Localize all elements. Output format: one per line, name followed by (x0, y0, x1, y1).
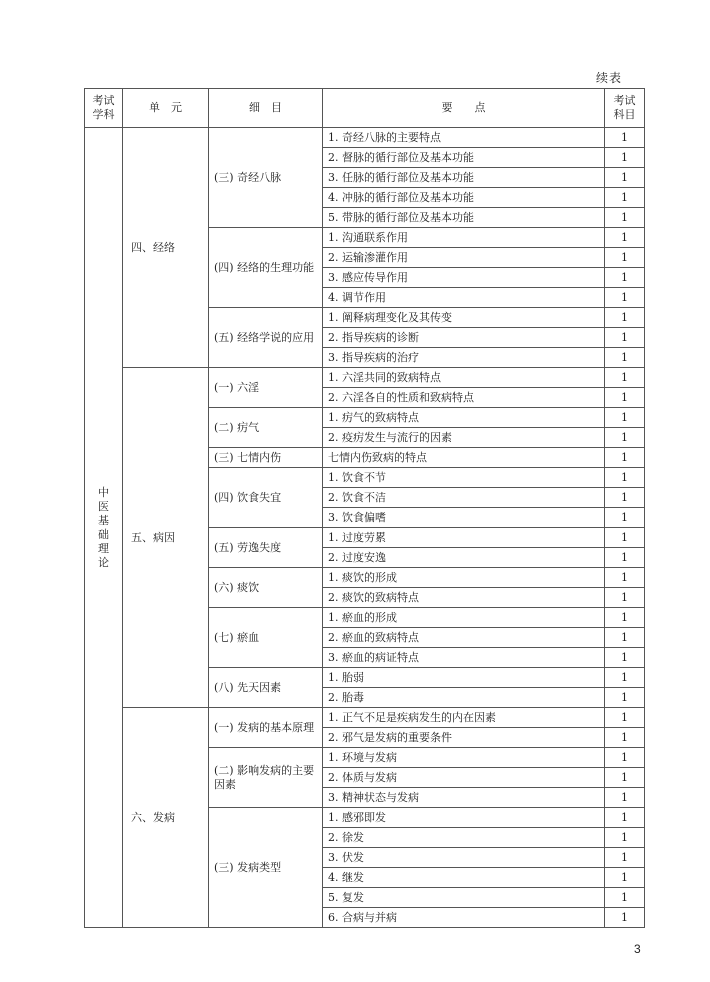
count-cell: 1 (605, 208, 645, 228)
item-cell: (二) 疠气 (209, 408, 323, 448)
subject-cell (85, 128, 123, 928)
item-cell: (四) 经络的生理功能 (209, 228, 323, 308)
count-cell: 1 (605, 368, 645, 388)
count-cell: 1 (605, 348, 645, 368)
count-cell: 1 (605, 628, 645, 648)
table-row (85, 368, 645, 388)
count-cell: 1 (605, 768, 645, 788)
count-cell: 1 (605, 668, 645, 688)
point-cell: 2. 疫疠发生与流行的因素 (323, 428, 605, 448)
page-number: 3 (634, 942, 641, 956)
point-cell: 1. 阐释病理变化及其传变 (323, 308, 605, 328)
point-cell: 2. 过度安逸 (323, 548, 605, 568)
point-cell: 1. 胎弱 (323, 668, 605, 688)
header-subject: 考试 学科 (85, 89, 123, 128)
point-cell: 3. 伏发 (323, 848, 605, 868)
count-cell: 1 (605, 848, 645, 868)
point-cell: 3. 指导疾病的治疗 (323, 348, 605, 368)
point-cell: 2. 指导疾病的诊断 (323, 328, 605, 348)
point-cell: 1. 六淫共同的致病特点 (323, 368, 605, 388)
count-cell: 1 (605, 708, 645, 728)
item-cell: (五) 经络学说的应用 (209, 308, 323, 368)
point-cell: 2. 运输渗灌作用 (323, 248, 605, 268)
point-cell: 1. 疠气的致病特点 (323, 408, 605, 428)
point-cell: 1. 环境与发病 (323, 748, 605, 768)
point-cell: 七情内伤致病的特点 (323, 448, 605, 468)
table-row (85, 128, 645, 148)
count-cell: 1 (605, 268, 645, 288)
count-cell: 1 (605, 448, 645, 468)
header-unit: 单 元 (123, 89, 209, 128)
point-cell: 1. 过度劳累 (323, 528, 605, 548)
count-cell: 1 (605, 888, 645, 908)
header-count: 考试 科目 (605, 89, 645, 128)
point-cell: 3. 精神状态与发病 (323, 788, 605, 808)
point-cell: 1. 沟通联系作用 (323, 228, 605, 248)
count-cell: 1 (605, 188, 645, 208)
count-cell: 1 (605, 328, 645, 348)
point-cell: 2. 饮食不洁 (323, 488, 605, 508)
point-cell: 1. 瘀血的形成 (323, 608, 605, 628)
header-item: 细 目 (209, 89, 323, 128)
count-cell: 1 (605, 748, 645, 768)
count-cell: 1 (605, 428, 645, 448)
table-row (85, 708, 645, 728)
point-cell: 2. 痰饮的致病特点 (323, 588, 605, 608)
item-cell: (五) 劳逸失度 (209, 528, 323, 568)
item-cell: (四) 饮食失宜 (209, 468, 323, 528)
count-cell: 1 (605, 728, 645, 748)
unit-cell: 五、病因 (123, 368, 209, 708)
count-cell: 1 (605, 148, 645, 168)
point-cell: 3. 任脉的循行部位及基本功能 (323, 168, 605, 188)
point-cell: 3. 饮食偏嗜 (323, 508, 605, 528)
count-cell: 1 (605, 808, 645, 828)
count-cell: 1 (605, 248, 645, 268)
item-cell: (一) 六淫 (209, 368, 323, 408)
unit-cell: 四、经络 (123, 128, 209, 368)
count-cell: 1 (605, 688, 645, 708)
count-cell: 1 (605, 388, 645, 408)
count-cell: 1 (605, 408, 645, 428)
point-cell: 4. 冲脉的循行部位及基本功能 (323, 188, 605, 208)
point-cell: 4. 调节作用 (323, 288, 605, 308)
point-cell: 2. 体质与发病 (323, 768, 605, 788)
point-cell: 5. 复发 (323, 888, 605, 908)
point-cell: 1. 痰饮的形成 (323, 568, 605, 588)
point-cell: 2. 督脉的循行部位及基本功能 (323, 148, 605, 168)
count-cell: 1 (605, 788, 645, 808)
point-cell: 2. 六淫各自的性质和致病特点 (323, 388, 605, 408)
point-cell: 2. 徐发 (323, 828, 605, 848)
item-cell: (二) 影响发病的主要因素 (209, 748, 323, 808)
count-cell: 1 (605, 228, 645, 248)
point-cell: 6. 合病与并病 (323, 908, 605, 928)
table-body (85, 128, 645, 928)
header-points: 要 点 (323, 89, 605, 128)
count-cell: 1 (605, 868, 645, 888)
point-cell: 1. 饮食不节 (323, 468, 605, 488)
point-cell: 2. 瘀血的致病特点 (323, 628, 605, 648)
count-cell: 1 (605, 908, 645, 928)
item-cell: (六) 痰饮 (209, 568, 323, 608)
point-cell: 2. 邪气是发病的重要条件 (323, 728, 605, 748)
count-cell: 1 (605, 608, 645, 628)
point-cell: 2. 胎毒 (323, 688, 605, 708)
point-cell: 5. 带脉的循行部位及基本功能 (323, 208, 605, 228)
count-cell: 1 (605, 828, 645, 848)
item-cell: (七) 瘀血 (209, 608, 323, 668)
item-cell: (八) 先天因素 (209, 668, 323, 708)
item-cell: (三) 发病类型 (209, 808, 323, 928)
point-cell: 1. 奇经八脉的主要特点 (323, 128, 605, 148)
continuation-label: 续表 (596, 71, 623, 85)
point-cell: 3. 感应传导作用 (323, 268, 605, 288)
count-cell: 1 (605, 488, 645, 508)
count-cell: 1 (605, 508, 645, 528)
count-cell: 1 (605, 468, 645, 488)
syllabus-table (84, 88, 645, 928)
item-cell: (三) 七情内伤 (209, 448, 323, 468)
count-cell: 1 (605, 588, 645, 608)
count-cell: 1 (605, 168, 645, 188)
item-cell: (三) 奇经八脉 (209, 128, 323, 228)
count-cell: 1 (605, 528, 645, 548)
point-cell: 1. 正气不足是疾病发生的内在因素 (323, 708, 605, 728)
table-header-row (85, 89, 645, 128)
item-cell: (一) 发病的基本原理 (209, 708, 323, 748)
count-cell: 1 (605, 568, 645, 588)
unit-cell: 六、发病 (123, 708, 209, 928)
point-cell: 4. 继发 (323, 868, 605, 888)
count-cell: 1 (605, 128, 645, 148)
count-cell: 1 (605, 288, 645, 308)
count-cell: 1 (605, 548, 645, 568)
subject-label: 中医基础理论 (98, 485, 109, 569)
point-cell: 1. 感邪即发 (323, 808, 605, 828)
point-cell: 3. 瘀血的病证特点 (323, 648, 605, 668)
count-cell: 1 (605, 308, 645, 328)
count-cell: 1 (605, 648, 645, 668)
